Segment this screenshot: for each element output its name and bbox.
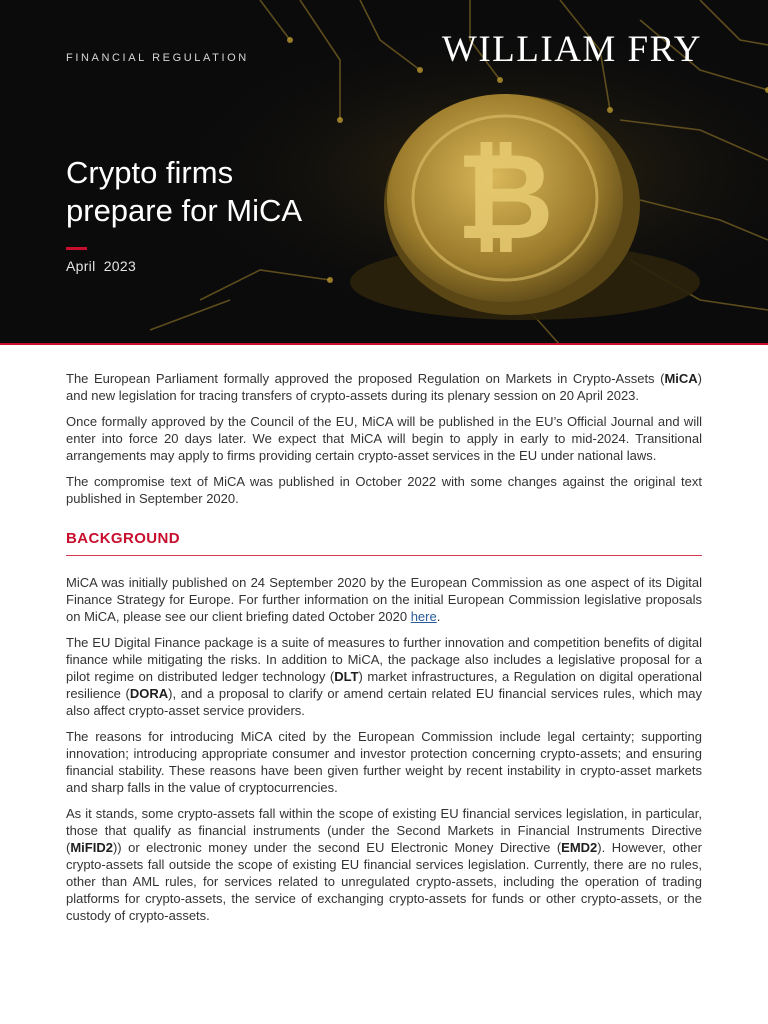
hero-bottom-rule xyxy=(0,343,768,345)
page-title xyxy=(66,154,396,230)
svg-text:₿: ₿ xyxy=(456,130,554,264)
publication-date: April 2023 xyxy=(66,258,137,274)
intro-paragraph-1: The European Parliament formally approved the proposed Regulation on Markets in Crypto-Assets (MiCA) and new legislation for tracing transfers of crypto-assets during its plenary session on 20 April 2023. xyxy=(66,371,702,403)
article-body xyxy=(66,370,702,933)
background-paragraph-3: The reasons for introducing MiCA cited by the European Commission include legal certainty; supporting innovation; introducing appropriate consumer and investor protection concerning crypto-assets; and ensuring financial stability. These reasons have been given further weight by recent instability in crypto-asset markets and sharp falls in the value of cryptocurrencies. xyxy=(66,729,702,795)
brand-logo: WILLIAM FRY xyxy=(441,29,702,70)
term-dora: DORA xyxy=(129,686,169,701)
term-mica: MiCA xyxy=(664,371,698,386)
background-paragraph-2: The EU Digital Finance package is a suite of measures to further innovation and competition benefits of digital finance while mitigating the risks. In addition to MiCA, the package also includes a legislative proposal for a pilot regime on distributed ledger technology (DLT) market infrastructures, a Regulation on digital operational resilience (DORA), and a proposal to clarify or amend certain related EU financial services rules, which may also affect crypto-asset service providers. xyxy=(66,635,702,718)
briefing-link[interactable]: here xyxy=(410,609,437,624)
title-line-2: prepare for MiCA xyxy=(66,193,303,228)
hero-banner xyxy=(0,0,768,345)
background-heading: BACKGROUND xyxy=(66,530,702,556)
background-paragraph-4: As it stands, some crypto-assets fall within the scope of existing EU financial services legislation, in particular, those that qualify as financial instruments (under the Second Markets in Financial Instruments Directive (MiFID2)) or electronic money under the second EU Electronic Money Directive (EMD2). However, other crypto-assets fall outside the scope of existing EU financial services legislation. Currently, there are no rules, other than AML rules, for services related to unregulated crypto-assets, including the operation of trading platforms for crypto-assets, the service of exchanging crypto-assets for funds or other crypto-assets, or the custody of crypto-assets. xyxy=(66,806,702,923)
title-accent-rule xyxy=(66,247,87,250)
intro-paragraph-2: Once formally approved by the Council of the EU, MiCA will be published in the EU’s Official Journal and will enter into force 20 days later. We expect that MiCA will begin to apply in early to mid-2024. Transitional arrangements may apply to firms providing certain crypto-asset services in the EU under national laws. xyxy=(66,414,702,463)
term-mifid2: MiFID2 xyxy=(70,840,113,855)
intro-paragraph-3: The compromise text of MiCA was published in October 2022 with some changes against the original text published in September 2020. xyxy=(66,474,702,506)
background-paragraph-1: MiCA was initially published on 24 September 2020 by the European Commission as one aspect of its Digital Finance Strategy for Europe. For further information on the initial European Commission legislative proposals on MiCA, please see our client briefing dated October 2020 here. xyxy=(66,575,702,624)
section-label: FINANCIAL REGULATION xyxy=(66,52,249,64)
term-emd2: EMD2 xyxy=(561,840,598,855)
term-dlt: DLT xyxy=(334,669,359,684)
title-line-1: Crypto firms xyxy=(66,155,234,190)
